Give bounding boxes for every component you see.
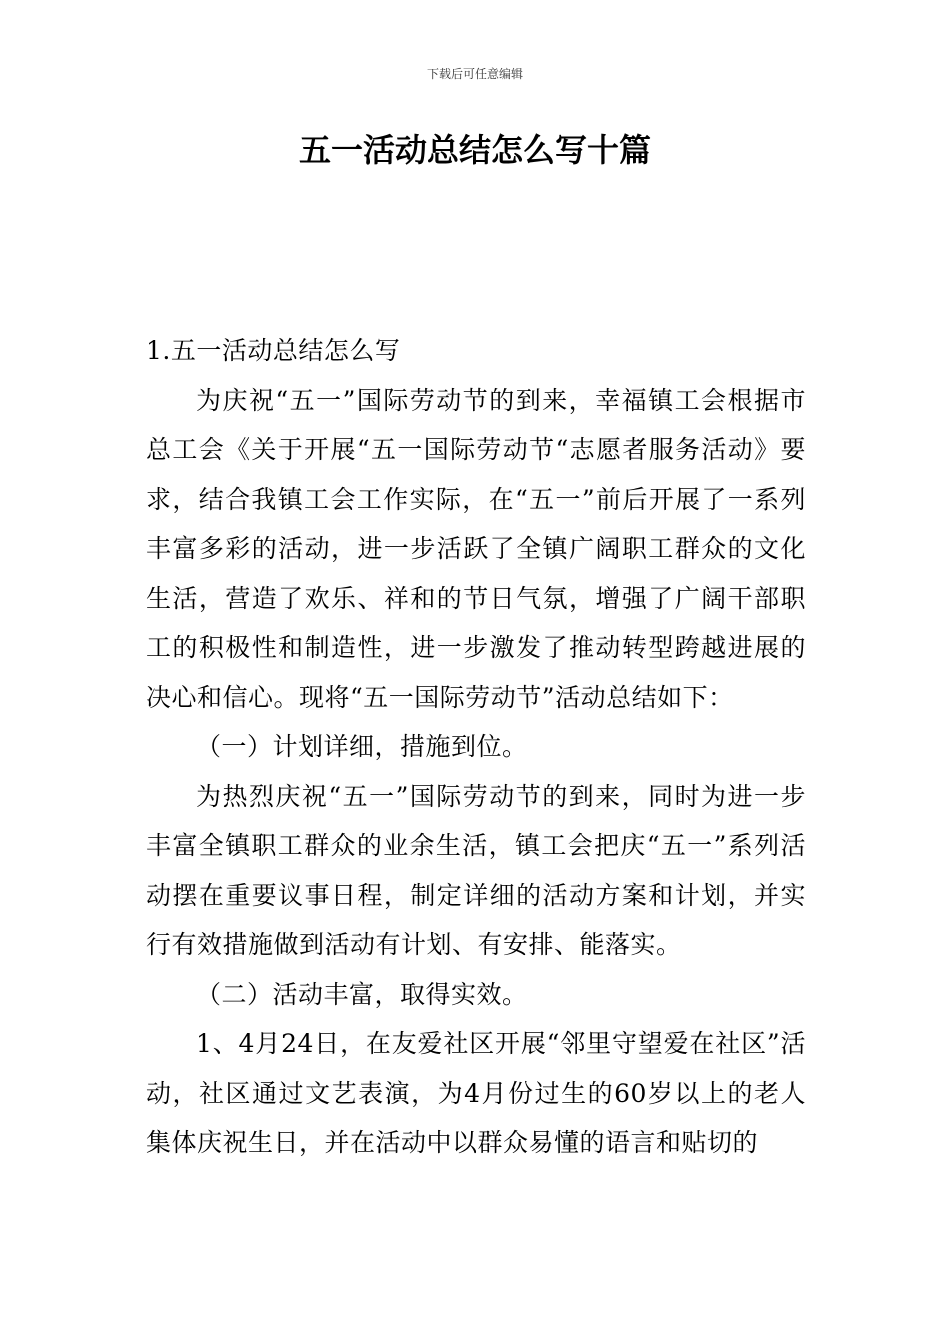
document-body: [146, 326, 806, 1168]
section-heading: 1.五一活动总结怎么写: [146, 336, 401, 365]
subsection-heading: （二）活动丰富，取得实效。: [196, 979, 528, 1009]
header-note: 下载后可任意编辑: [426, 67, 523, 81]
paragraph: 为庆祝“五一”国际劳动节的到来，幸福镇工会根据市总工会《关于开展“五一国际劳动节“志愿者服务活动》要求，结合我镇工会工作实际，在“五一”前后开展了一系列丰富多彩的活动，进一步活跃了全镇广阔职工群众的文化生活，营造了欢乐、祥和的节日气氛，增强了广阔干部职工的积极性和制造性，进一步激发了推动转型跨越进展的决心和信心。现将“五一国际劳动节”活动总结如下：: [146, 385, 806, 712]
paragraph: 为热烈庆祝“五一”国际劳动节的到来，同时为进一步丰富全镇职工群众的业余生活，镇工会把庆“五一”系列活动摆在重要议事日程，制定详细的活动方案和计划，并实行有效措施做到活动有计划、有安排、能落实。: [146, 781, 806, 959]
document-title: 五一活动总结怎么写十篇: [298, 131, 651, 169]
paragraph: 1、4月24日，在友爱社区开展“邻里守望爱在社区”活动，社区通过文艺表演，为4月份过生的60岁以上的老人集体庆祝生日，并在活动中以群众易懂的语言和贴切的: [146, 1029, 806, 1157]
subsection-heading: （一）计划详细，措施到位。: [196, 732, 528, 761]
